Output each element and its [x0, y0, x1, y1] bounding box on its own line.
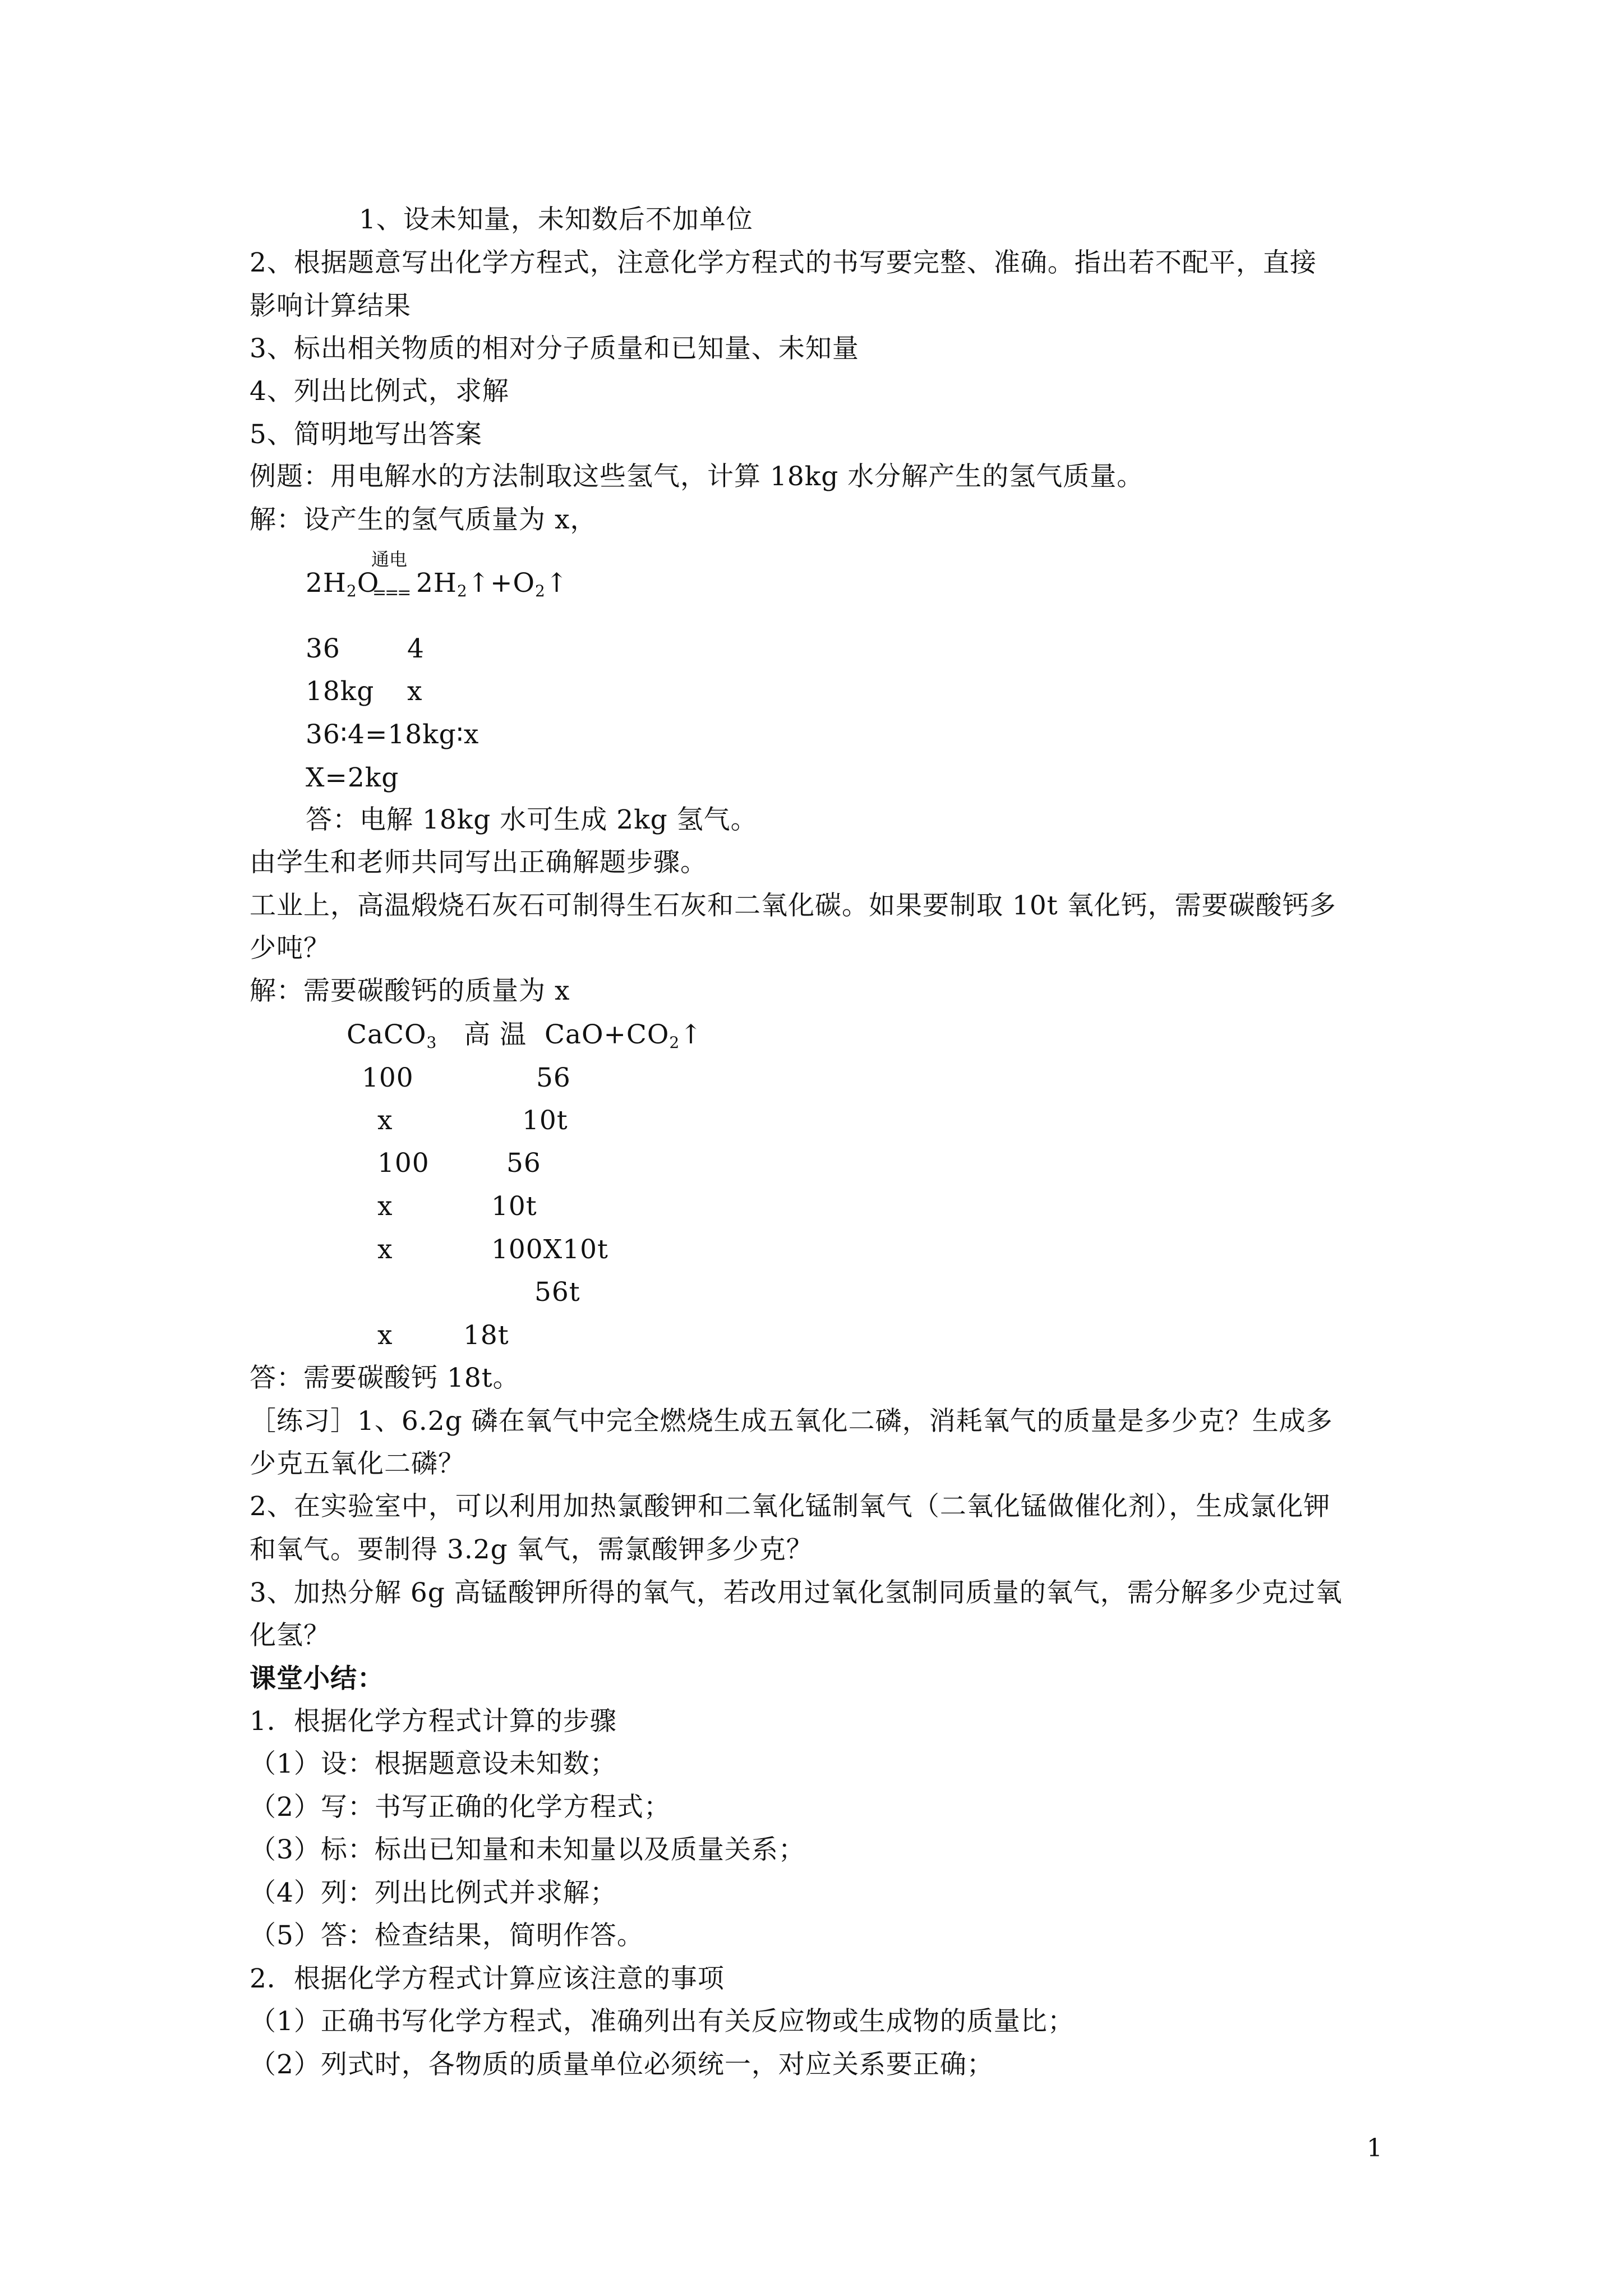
summary-item-1-2: （2）写：书写正确的化学方程式； [250, 1792, 671, 1823]
eq2-r6-b: 100X10t [491, 1234, 608, 1265]
note: 由学生和老师共同写出正确解题步骤。 [250, 847, 707, 878]
eq1-row1-a: 36 [306, 633, 340, 664]
summary-item-1-4: （4）列：列出比例式并求解； [250, 1878, 617, 1908]
eq2-r3-a: 100 [377, 1148, 430, 1179]
step-4: 4、列出比例式，求解 [250, 376, 509, 407]
eq1-row2-b: x [407, 676, 423, 707]
eq2-r3-b: 56 [506, 1148, 541, 1179]
practice-2-line2: 和氧气。要制得 3.2g 氧气，需氯酸钾多少克？ [250, 1534, 813, 1565]
eq1-row2-a: 18kg [306, 676, 375, 707]
example2-answer: 答：需要碳酸钙 18t。 [250, 1363, 520, 1393]
step-2-line2: 影响计算结果 [250, 291, 411, 321]
eq2-r6-a: x [377, 1234, 393, 1265]
example2-solve: 解：需要碳酸钙的质量为 x [250, 976, 570, 1006]
summary-item-2-2: （2）列式时，各物质的质量单位必须统一，对应关系要正确； [250, 2049, 994, 2080]
step-1: 1、设未知量，未知数后不加单位 [359, 204, 753, 235]
eq1-ratio: 36∶4=18kg∶x [306, 719, 479, 750]
summary-item-2-1: （1）正确书写化学方程式，准确列出有关反应物或生成物的质量比； [250, 2006, 1075, 2037]
example2-question-line2: 少吨？ [250, 933, 330, 964]
practice-1-line1: ［练习］1、6.2g 磷在氧气中完全燃烧生成五氧化二磷，消耗氧气的质量是多少克？生成多 [250, 1406, 1333, 1437]
eq2-r8-b: 18t [463, 1320, 509, 1351]
eq2-equation: CaCO$_3$ 高 温 $CaO+CO_2↑$ [347, 1019, 703, 1052]
step-2-line1: 2、根据题意写出化学方程式，注意化学方程式的书写要完整、准确。指出若不配平，直接 [250, 247, 1317, 278]
eq1-sign: === [372, 583, 410, 602]
eq2-r7-b: 56t [534, 1277, 580, 1308]
eq1-products: $2H_2↑+O_2↑$ [416, 568, 569, 600]
practice-1-line2: 少克五氧化二磷？ [250, 1448, 465, 1479]
example1-solve: 解：设产生的氢气质量为 x， [250, 504, 597, 535]
eq1-condition: 通电 [371, 549, 408, 570]
example2-question-line1: 工业上，高温煅烧石灰石可制得生石灰和二氧化碳。如果要制取 10t 氧化钙，需要碳酸钙多 [250, 890, 1336, 921]
step-5: 5、简明地写出答案 [250, 419, 482, 450]
eq2-r1-b: 56 [536, 1062, 571, 1093]
summary-item-1-5: （5）答：检查结果，简明作答。 [250, 1920, 644, 1951]
summary-heading: 课堂小结： [250, 1663, 384, 1694]
practice-2-line1: 2、在实验室中，可以利用加热氯酸钾和二氧化锰制氧气（二氧化锰做催化剂），生成氯化钾 [250, 1491, 1331, 1522]
eq2-r5-a: x [377, 1191, 393, 1222]
example1-question: 例题：用电解水的方法制取这些氢气，计算 18kg 水分解产生的氢气质量。 [250, 461, 1144, 492]
eq2-r2-a: x [377, 1105, 393, 1136]
summary-item-1-3: （3）标：标出已知量和未知量以及质量关系； [250, 1834, 805, 1865]
eq2-r4-a: 10t [491, 1191, 537, 1222]
eq2-r1-a: 100 [362, 1062, 414, 1093]
practice-3-line2: 化氢？ [250, 1620, 330, 1651]
eq1-result: X=2kg [306, 762, 399, 793]
eq2-r8-a: x [377, 1320, 393, 1351]
eq1-row1-b: 4 [407, 633, 425, 664]
step-3: 3、标出相关物质的相对分子质量和已知量、未知量 [250, 333, 859, 364]
summary-section-1: 1．根据化学方程式计算的步骤 [250, 1706, 617, 1737]
practice-3-line1: 3、加热分解 6g 高锰酸钾所得的氧气，若改用过氧化氢制同质量的氧气，需分解多少克过氧 [250, 1577, 1343, 1608]
summary-section-2: 2．根据化学方程式计算应该注意的事项 [250, 1963, 725, 1994]
page-number: 1 [1367, 2134, 1382, 2162]
eq2-r2-b: 10t [522, 1105, 568, 1136]
summary-item-1-1: （1）设：根据题意设未知数； [250, 1749, 617, 1779]
example1-answer: 答：电解 18kg 水可生成 2kg 氢气。 [306, 804, 758, 835]
eq1-reactant: $2H_2O$ [306, 568, 380, 600]
